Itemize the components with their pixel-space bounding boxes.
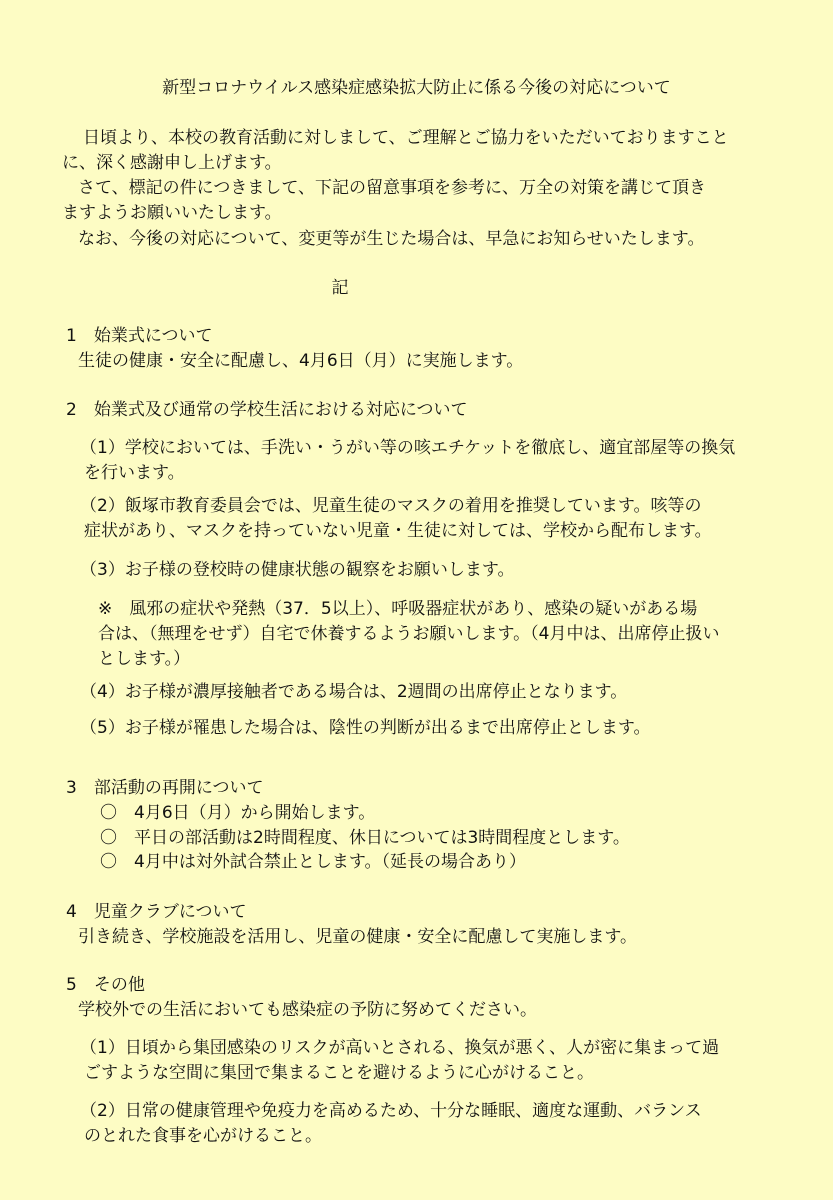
intro-line: さて、標記の件につきまして、下記の留意事項を参考に、万全の対策を講じて頂き — [78, 178, 706, 198]
note-line: ※ 風邪の症状や発熱（37．5以上）、呼吸器症状があり、感染の疑いがある場 — [98, 599, 698, 619]
intro-line: に、深く感謝申し上げます。 — [62, 153, 282, 173]
list-item: （5）お子様が罹患した場合は、陰性の判断が出るまで出席停止とします。 — [80, 718, 651, 738]
note-line: とします。） — [98, 649, 191, 669]
bullet-item: 〇 4月中は対外試合禁止とします。（延長の場合あり） — [100, 852, 526, 872]
intro-line: なお、今後の対応について、変更等が生じた場合は、早急にお知らせいたします。 — [78, 229, 705, 249]
list-item: のとれた食事を心がけること。 — [84, 1126, 322, 1146]
section-heading: 3 部活動の再開について — [66, 778, 264, 798]
section-body: 生徒の健康・安全に配慮し、4月6日（月）に実施します。 — [78, 351, 524, 371]
list-item: ごすような空間に集団で集まることを避けるように心がけること。 — [84, 1063, 594, 1083]
section-body: 学校外での生活においても感染症の予防に努めてください。 — [78, 1000, 537, 1020]
list-item: （1）学校においては、手洗い・うがい等の咳エチケットを徹底し、適宜部屋等の換気 — [80, 438, 736, 458]
section-heading: 1 始業式について — [66, 326, 213, 346]
list-item: （2）日常の健康管理や免疫力を高めるため、十分な睡眠、適度な運動、バランス — [80, 1101, 702, 1121]
bullet-item: 〇 4月6日（月）から開始します。 — [100, 803, 376, 823]
intro-line: ますようお願いいたします。 — [62, 203, 282, 223]
bullet-item: 〇 平日の部活動は2時間程度、休日については3時間程度とします。 — [100, 828, 630, 848]
list-item: を行います。 — [84, 463, 185, 483]
list-item: （3）お子様の登校時の健康状態の観察をお願いします。 — [80, 560, 515, 580]
list-item: 症状があり、マスクを持っていない児童・生徒に対しては、学校から配布します。 — [84, 521, 712, 541]
ki-heading: 記 — [331, 278, 349, 298]
intro-line: 日頃より、本校の教育活動に対しまして、ご理解とご協力をいただいておりますこと — [83, 128, 729, 148]
list-item: （4）お子様が濃厚接触者である場合は、2週間の出席停止となります。 — [80, 682, 628, 702]
section-heading: 2 始業式及び通常の学校生活における対応について — [66, 400, 468, 420]
list-item: （2）飯塚市教育委員会では、児童生徒のマスクの着用を推奨しています。咳等の — [80, 496, 702, 516]
section-heading: 5 その他 — [66, 975, 145, 995]
document-title: 新型コロナウイルス感染症感染拡大防止に係る今後の対応について — [162, 78, 671, 98]
section-heading: 4 児童クラブについて — [66, 902, 247, 922]
section-body: 引き続き、学校施設を活用し、児童の健康・安全に配慮して実施します。 — [78, 927, 637, 947]
note-line: 合は、（無理をせず）自宅で休養するようお願いします。（4月中は、出席停止扱い — [98, 624, 720, 644]
list-item: （1）日頃から集団感染のリスクが高いとされる、換気が悪く、人が密に集まって過 — [80, 1038, 720, 1058]
